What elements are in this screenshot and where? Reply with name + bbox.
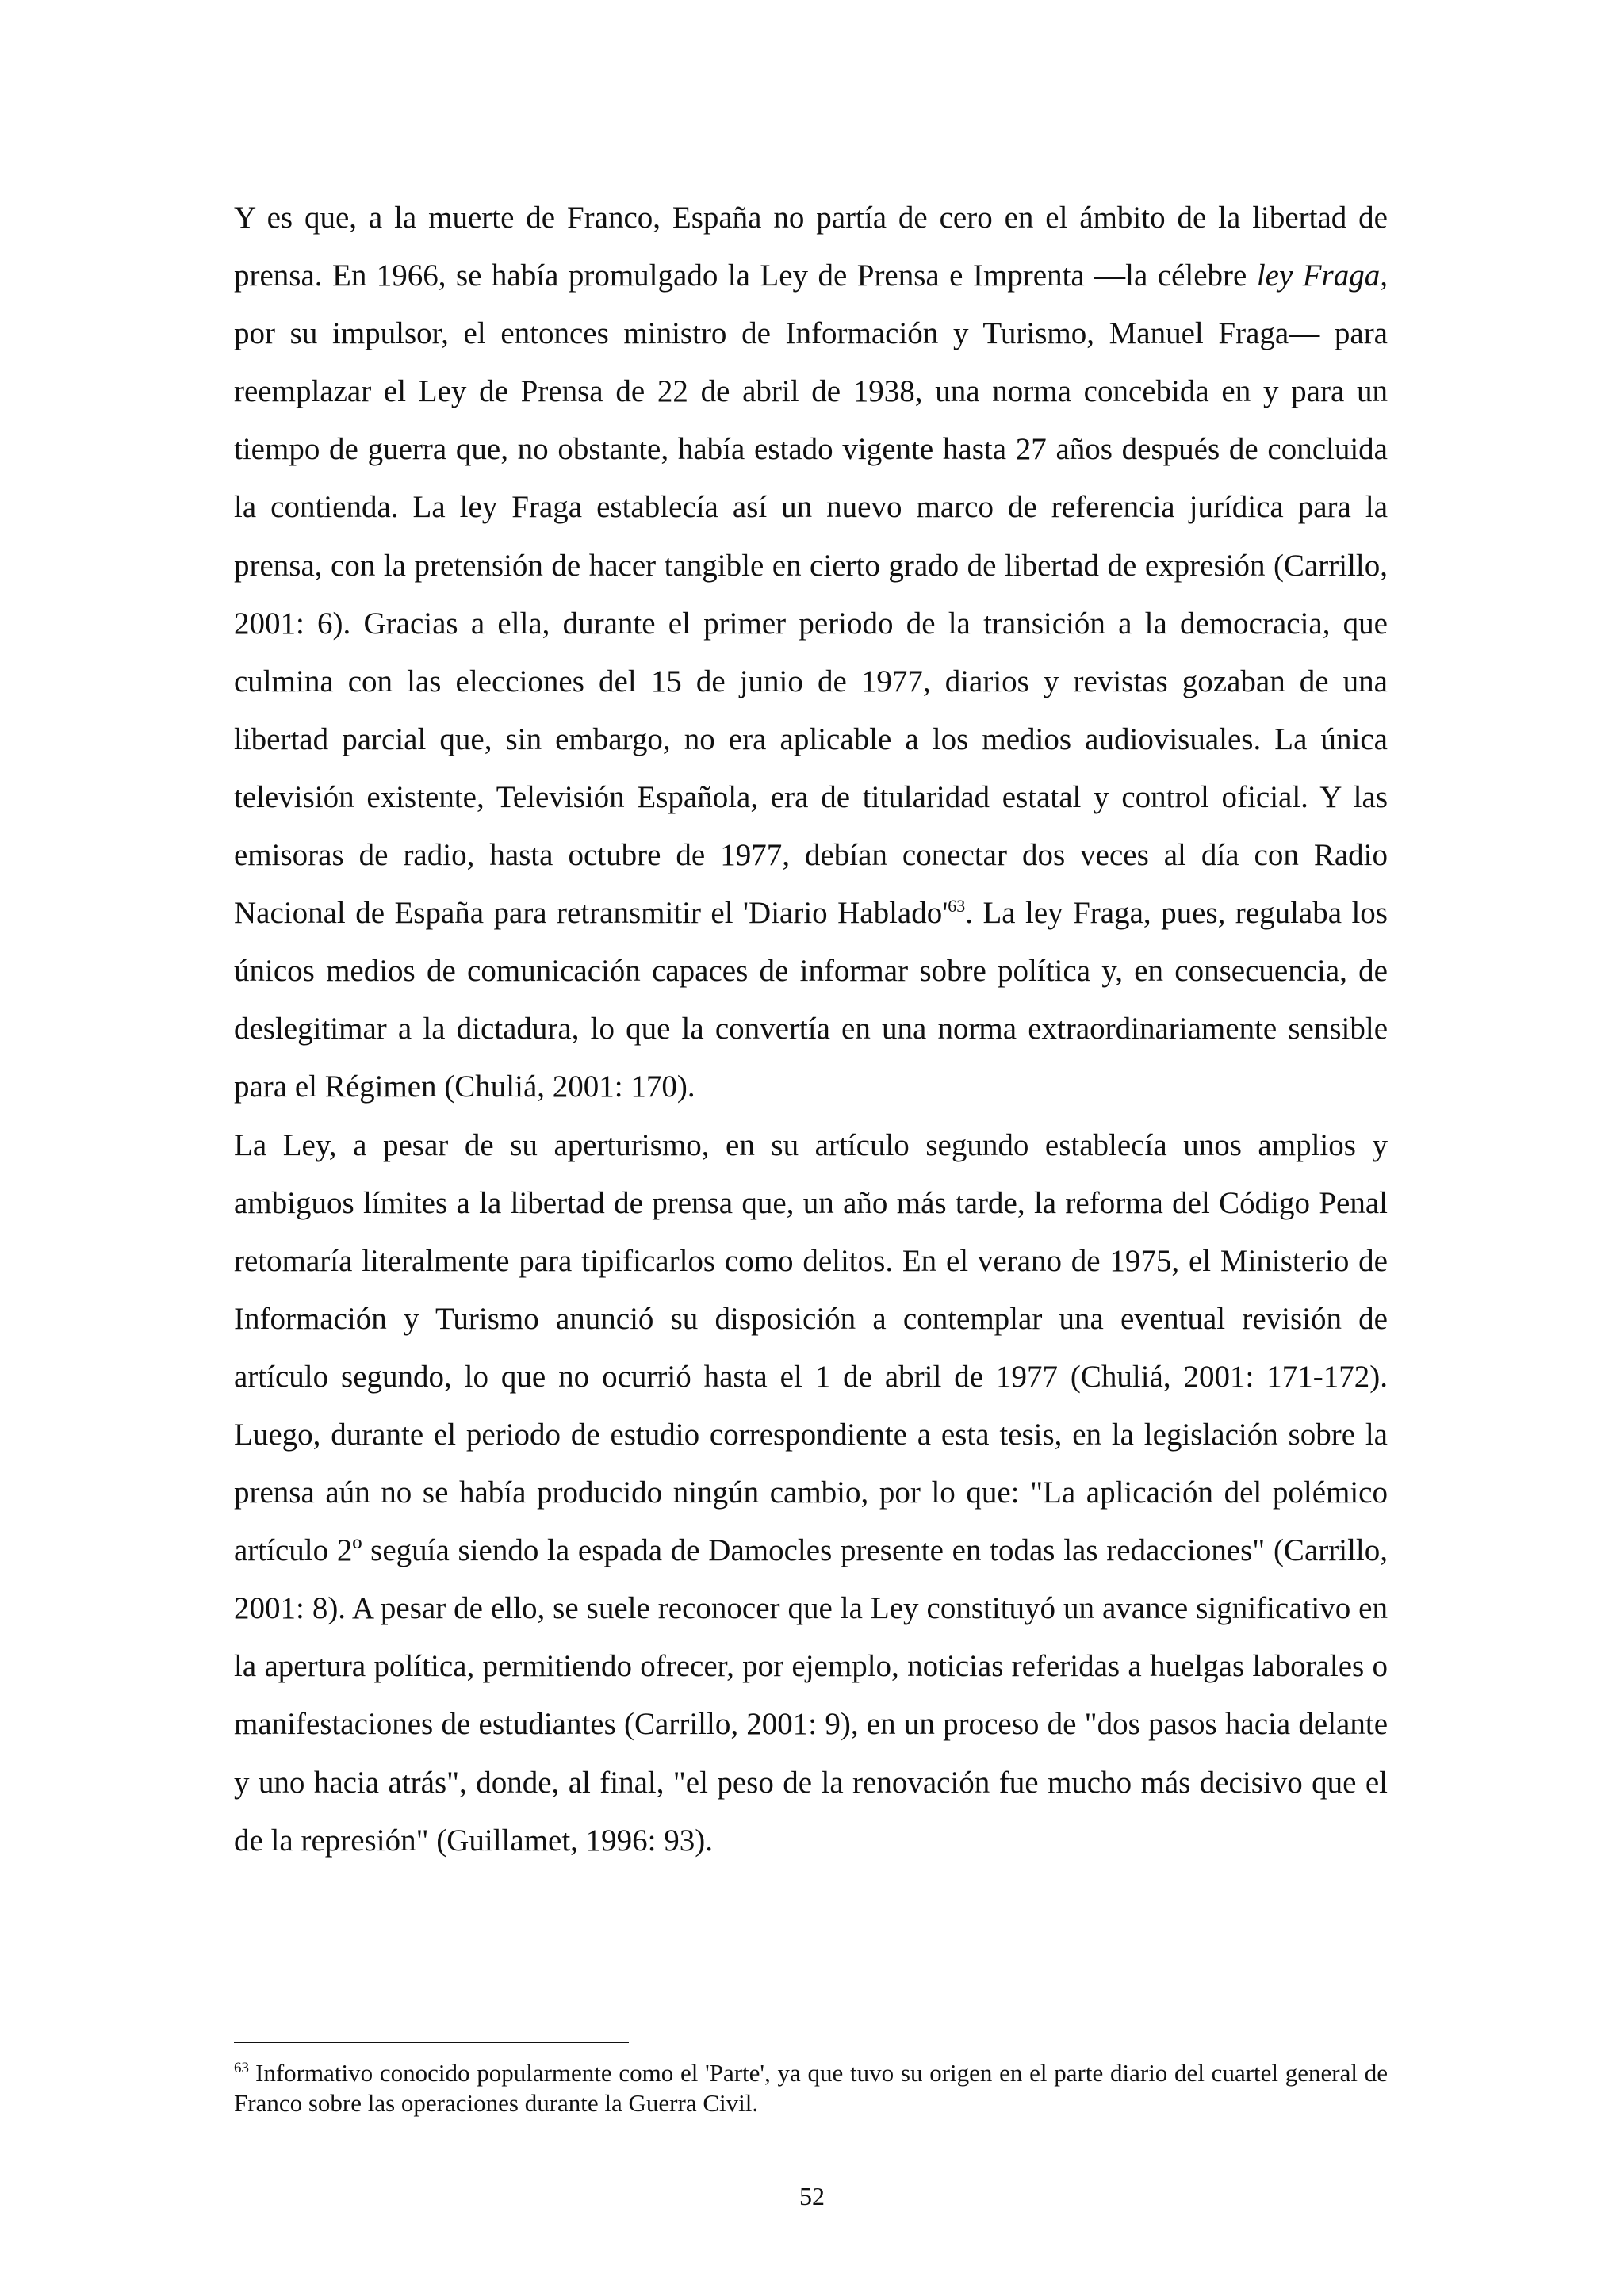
footnote-mark: 63: [234, 2059, 249, 2076]
footnote-reference-63[interactable]: 63: [948, 896, 966, 916]
page-number: 52: [799, 2182, 825, 2210]
footnote-63: [234, 2058, 1388, 2118]
paragraph-2: La Ley, a pesar de su aperturismo, en su artículo segundo establecía unos amplios y ambiguos límites a la libertad de prensa que, un año más tarde, la reforma del Código Penal retomaría literalmente para tipificarlos como delitos. En el verano de 1975, el Ministerio de Información y Turismo anunció su disposición a contemplar una eventual revisión de artículo segundo, lo que no ocurrió hasta el 1 de abril de 1977 (Chuliá, 2001: 171-172). Luego, durante el periodo de estudio correspondiente a esta tesis, en la legislación sobre la prensa aún no se había producido ningún cambio, por lo que: "La aplicación del polémico artículo 2º seguía siendo la espada de Damocles presente en todas las redacciones" (Carrillo, 2001: 8). A pesar de ello, se suele reconocer que la Ley constituyó un avance significativo en la apertura política, permitiendo ofrecer, por ejemplo, noticias referidas a huelgas laborales o manifestaciones de estudiantes (Carrillo, 2001: 9), en un proceso de "dos pasos hacia delante y uno hacia atrás", donde, al final, "el peso de la renovación fue mucho más decisivo que el de la represión" (Guillamet, 1996: 93).: [234, 1127, 1388, 1858]
footnote-text: Informativo conocido popularmente como el 'Parte', ya que tuvo su origen en el parte diario del cuartel general de Franco sobre las operaciones durante la Guerra Civil.: [234, 2059, 1388, 2117]
footnote-separator: [234, 2042, 629, 2043]
body-text: [234, 189, 1388, 1869]
paragraph-1-text-a: Y es que, a la muerte de Franco, España no partía de cero en el ámbito de la libertad de prensa. En 1966, se había promulgado la Ley de Prensa e Imprenta —la célebre: [234, 201, 1388, 293]
paragraph-1-text-b: por su impulsor, el entonces ministro de Información y Turismo, Manuel Fraga— para reemplazar el Ley de Prensa de 22 de abril de 1938, una norma concebida en y para un tiempo de guerra que, no obstante, había estado vigente hasta 27 años después de concluida la contienda. La ley Fraga establecía así un nuevo marco de referencia jurídica para la prensa, con la pretensión de hacer tangible en cierto grado de libertad de expresión (Carrillo, 2001: 6). Gracias a ella, durante el primer periodo de la transición a la democracia, que culmina con las elecciones del 15 de junio de 1977, diarios y revistas gozaban de una libertad parcial que, sin embargo, no era aplicable a los medios audiovisuales. La única televisión existente, Televisión Española, era de titularidad estatal y control oficial. Y las emisoras de radio, hasta octubre de 1977, debían conectar dos veces al día con Radio Nacional de España para retransmitir el 'Diario Hablado': [234, 316, 1388, 931]
paragraph-1: [234, 189, 1388, 1116]
paragraph-1-italic-ley-fraga: ley Fraga,: [1256, 258, 1388, 293]
paragraph-1-text-c: . La ley Fraga, pues, regulaba los únicos medios de comunicación capaces de informar sobre política y, en consecuencia, de deslegitimar a la dictadura, lo que la convertía en una norma extraordinariamente sensible para el Régimen (Chuliá, 2001: 170).: [234, 896, 1388, 1104]
